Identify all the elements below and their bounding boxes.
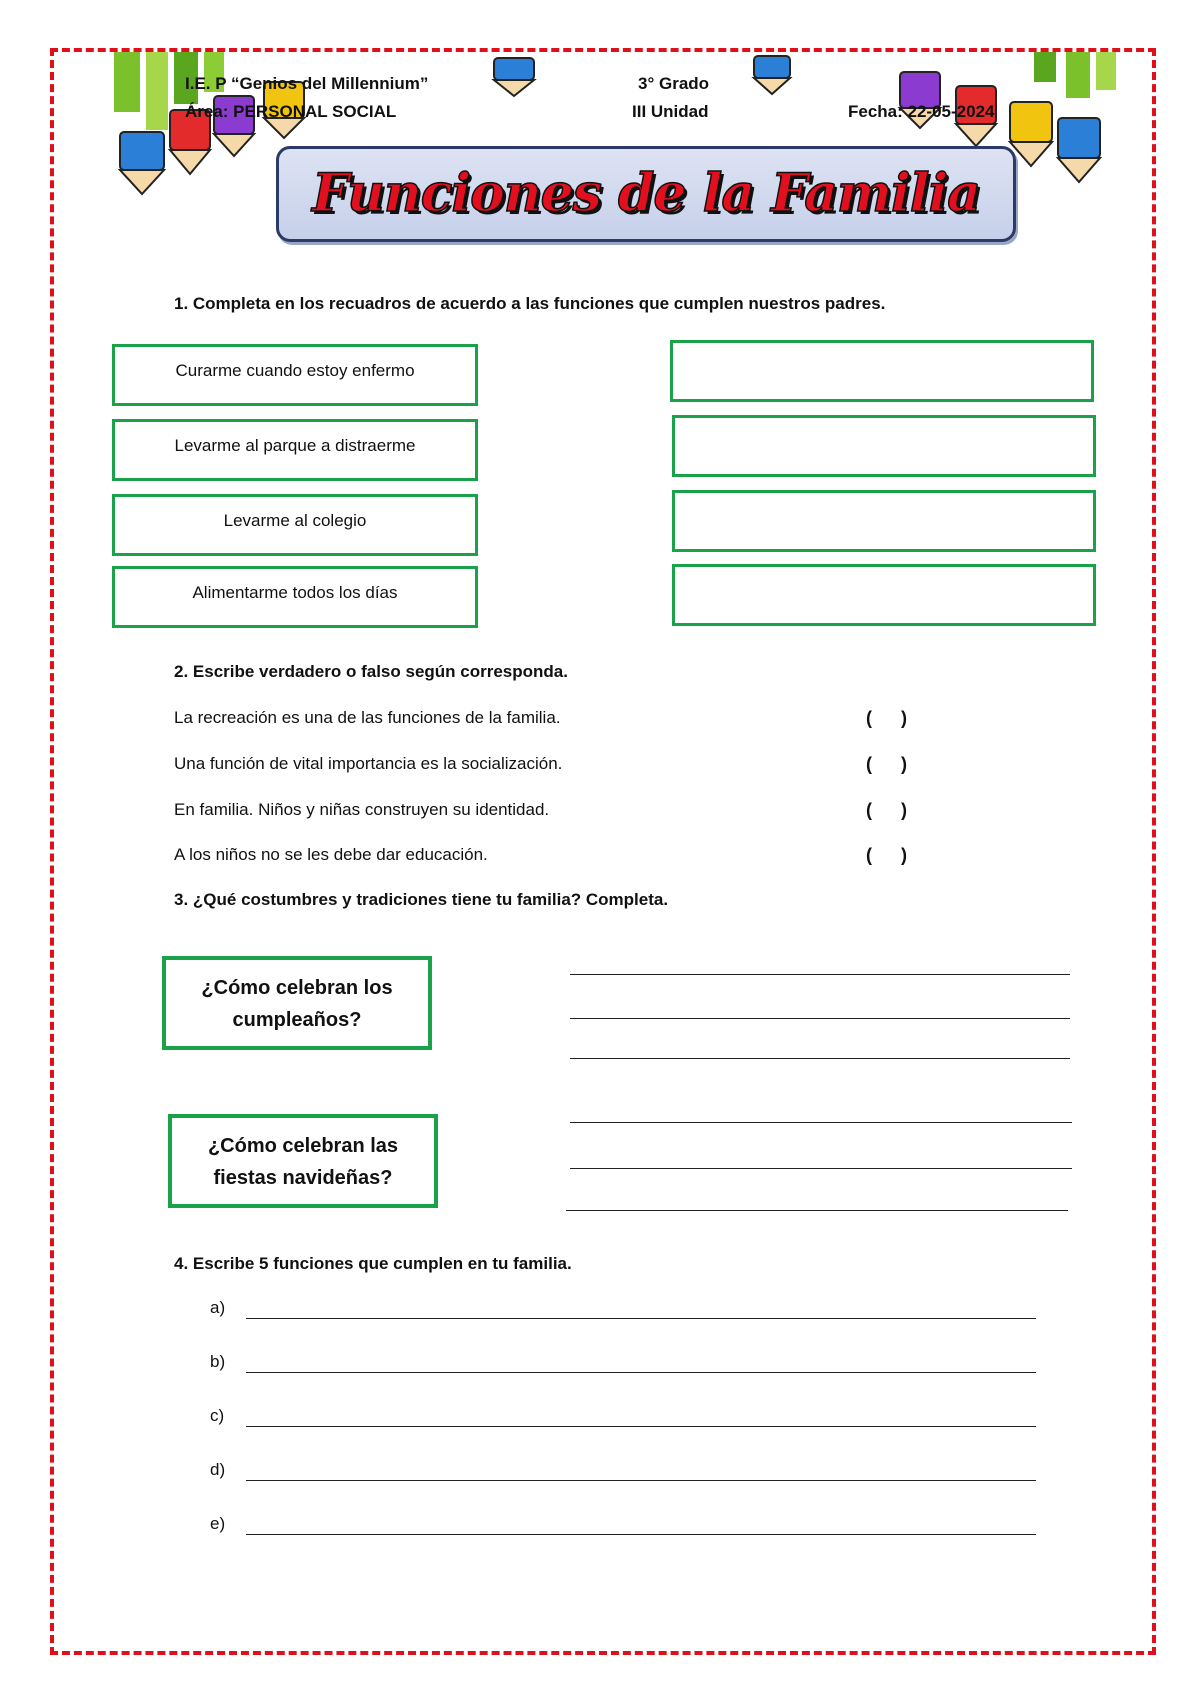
writing-line[interactable] bbox=[570, 1018, 1070, 1019]
answer-letter: c) bbox=[210, 1406, 225, 1425]
true-false-statement: A los niños no se les debe dar educación. bbox=[174, 845, 488, 864]
writing-line[interactable] bbox=[570, 1058, 1070, 1059]
christmas-question-box bbox=[168, 1114, 438, 1208]
function-box-label: Alimentarme todos los días bbox=[192, 583, 398, 602]
true-false-statement: Una función de vital importancia es la socialización. bbox=[174, 754, 563, 773]
question-2-prompt: 2. Escribe verdadero o falso según corresponda. bbox=[174, 662, 568, 681]
writing-line[interactable] bbox=[246, 1372, 1036, 1373]
answer-letter: b) bbox=[210, 1352, 226, 1371]
pencil-icon bbox=[1058, 118, 1100, 182]
school-name: I.E. P “Genios del Millennium” bbox=[185, 74, 429, 93]
date-label: Fecha: 22-05-2024 bbox=[848, 102, 995, 121]
function-box bbox=[112, 419, 478, 481]
writing-line[interactable] bbox=[570, 1168, 1072, 1169]
writing-line[interactable] bbox=[246, 1480, 1036, 1481]
christmas-question-line: fiestas navideñas? bbox=[213, 1167, 393, 1189]
answer-letter: d) bbox=[210, 1460, 226, 1479]
answer-letter: a) bbox=[210, 1298, 226, 1317]
answer-box[interactable] bbox=[672, 490, 1096, 552]
answer-letter: e) bbox=[210, 1514, 226, 1533]
answer-box[interactable] bbox=[670, 340, 1094, 402]
answer-parentheses[interactable]: ( ) bbox=[866, 800, 907, 820]
function-box-label: Levarme al parque a distraerme bbox=[174, 436, 416, 455]
christmas-question-line: ¿Cómo celebran las bbox=[207, 1135, 399, 1157]
pencil-icon bbox=[1010, 102, 1052, 166]
title-banner bbox=[276, 146, 1016, 242]
pencil-icon bbox=[494, 58, 534, 96]
question-4-prompt: 4. Escribe 5 funciones que cumplen en tu familia. bbox=[174, 1254, 572, 1273]
function-box-label: Levarme al colegio bbox=[223, 511, 367, 530]
writing-line[interactable] bbox=[246, 1534, 1036, 1535]
pencil-icon bbox=[754, 56, 790, 94]
question-3-prompt: 3. ¿Qué costumbres y tradiciones tiene tu familia? Completa. bbox=[174, 890, 669, 909]
function-box bbox=[112, 344, 478, 406]
function-box-label: Curarme cuando estoy enfermo bbox=[175, 361, 415, 380]
function-box bbox=[112, 566, 478, 628]
true-false-statement: La recreación es una de las funciones de la familia. bbox=[174, 708, 561, 727]
birthday-question-box bbox=[162, 956, 432, 1050]
function-box bbox=[112, 494, 478, 556]
writing-line[interactable] bbox=[246, 1318, 1036, 1319]
answer-box[interactable] bbox=[672, 564, 1096, 626]
true-false-statement: En familia. Niños y niñas construyen su identidad. bbox=[174, 800, 550, 819]
writing-line[interactable] bbox=[570, 974, 1070, 975]
answer-box[interactable] bbox=[672, 415, 1096, 477]
answer-parentheses[interactable]: ( ) bbox=[866, 845, 907, 865]
answer-parentheses[interactable]: ( ) bbox=[866, 708, 907, 728]
writing-line[interactable] bbox=[570, 1122, 1072, 1123]
answer-parentheses[interactable]: ( ) bbox=[866, 754, 907, 774]
birthday-question-line: ¿Cómo celebran los bbox=[201, 977, 393, 999]
area-label: Área: PERSONAL SOCIAL bbox=[185, 102, 397, 121]
birthday-question-line: cumpleaños? bbox=[232, 1009, 362, 1031]
writing-line[interactable] bbox=[246, 1426, 1036, 1427]
pencil-icon bbox=[120, 132, 164, 194]
unit-label: III Unidad bbox=[632, 102, 709, 121]
writing-line[interactable] bbox=[566, 1210, 1068, 1211]
page-title: Funciones de la Familia bbox=[312, 163, 980, 224]
grade-label: 3° Grado bbox=[638, 74, 710, 93]
question-1-prompt: 1. Completa en los recuadros de acuerdo a las funciones que cumplen nuestros padres. bbox=[174, 294, 886, 313]
